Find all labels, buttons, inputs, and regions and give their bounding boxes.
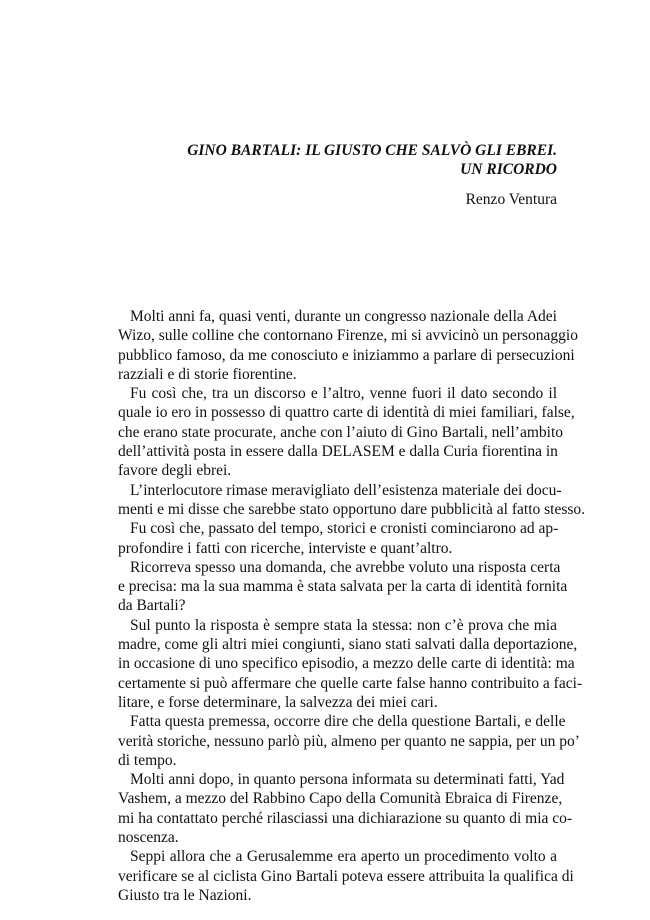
paragraph — [118, 558, 568, 616]
article-title — [118, 141, 557, 179]
text-line: favore degli ebrei. — [118, 462, 232, 480]
text-line: dell’attività posta in essere dalla DELASEM e dalla Curia fiorentina in — [118, 443, 558, 461]
text-line: pubblico famoso, da me conosciuto e iniziammo a parlare di persecuzioni — [118, 346, 575, 364]
text-line: e precisa: ma la sua mamma è stata salvata per la carta di identità fornita — [118, 578, 568, 596]
author-name: Renzo Ventura — [465, 191, 557, 208]
paragraph — [118, 481, 586, 520]
text-line: Seppi allora che a Gerusalemme era aperto un procedimento volto a — [130, 848, 557, 866]
text-line: Molti anni dopo, in quanto persona informata su determinati fatti, Yad — [130, 771, 565, 789]
paragraph — [118, 307, 578, 384]
text-line: Fu così che, tra un discorso e l’altro, venne fuori il dato secondo il — [130, 385, 557, 403]
text-line: razziali e di storie fiorentine. — [118, 365, 297, 383]
text-line: che erano state procurate, anche con l’aiuto di Gino Bartali, nell’ambito — [118, 423, 564, 441]
text-line: menti e mi disse che sarebbe stato opportuno dare pubblicità al fatto stesso. — [118, 500, 586, 518]
paragraph — [118, 616, 583, 712]
text-line: litare, e forse determinare, la salvezza dei miei cari. — [118, 693, 438, 711]
text-line: Fatta questa premessa, occorre dire che della questione Bartali, e delle — [130, 713, 566, 731]
text-line: Fu così che, passato del tempo, storici e cronisti cominciarono ad ap- — [130, 520, 559, 538]
text-line: in occasione di uno specifico episodio, a mezzo delle carte di identità: ma — [118, 655, 575, 673]
article-body — [118, 307, 586, 905]
text-line: Vashem, a mezzo del Rabbino Capo della Comunità Ebraica di Firenze, — [118, 790, 563, 808]
paragraph — [118, 519, 557, 558]
text-line: madre, come gli altri miei congiunti, siano stati salvati dalla deportazione, — [118, 636, 578, 654]
article-title-line-1: GINO BARTALI: IL GIUSTO CHE SALVÒ GLI EBREI. — [187, 142, 557, 159]
text-line: Sul punto la risposta è sempre stata la stessa: non c’è prova che mia — [130, 616, 557, 634]
text-line: di tempo. — [118, 751, 177, 769]
text-line: Ricorreva spesso una domanda, che avrebbe voluto una risposta certa — [130, 558, 561, 576]
text-line: Wizo, sulle colline che contornano Firenze, mi si avvicinò un personaggio — [118, 327, 578, 345]
paragraph — [118, 384, 575, 480]
text-line: profondire i fatti con ricerche, interviste e quant’altro. — [118, 539, 453, 557]
paragraph — [118, 770, 573, 847]
text-line: mi ha contattato perché rilasciassi una dichiarazione su quanto di mia co- — [118, 809, 573, 827]
text-line: L’interlocutore rimase meravigliato dell’esistenza materiale dei docu- — [130, 481, 562, 499]
text-line: quale io ero in possesso di quattro carte di identità di miei familiari, false, — [118, 404, 575, 422]
text-line: noscenza. — [118, 829, 179, 847]
paragraph — [118, 712, 580, 770]
text-line: Molti anni fa, quasi venti, durante un congresso nazionale della Adei — [130, 308, 557, 325]
text-line: verificare se al ciclista Gino Bartali poteva essere attribuita la qualifica di — [118, 867, 574, 885]
paragraph — [118, 847, 574, 905]
article-title-line-2: UN RICORDO — [460, 161, 557, 178]
text-line: da Bartali? — [118, 597, 186, 615]
text-line: verità storiche, nessuno parlò più, almeno per quanto ne sappia, per un po’ — [118, 732, 580, 750]
text-line: certamente si può affermare che quelle carte false hanno contribuito a faci- — [118, 674, 583, 692]
text-line: Giusto tra le Nazioni. — [118, 886, 252, 904]
